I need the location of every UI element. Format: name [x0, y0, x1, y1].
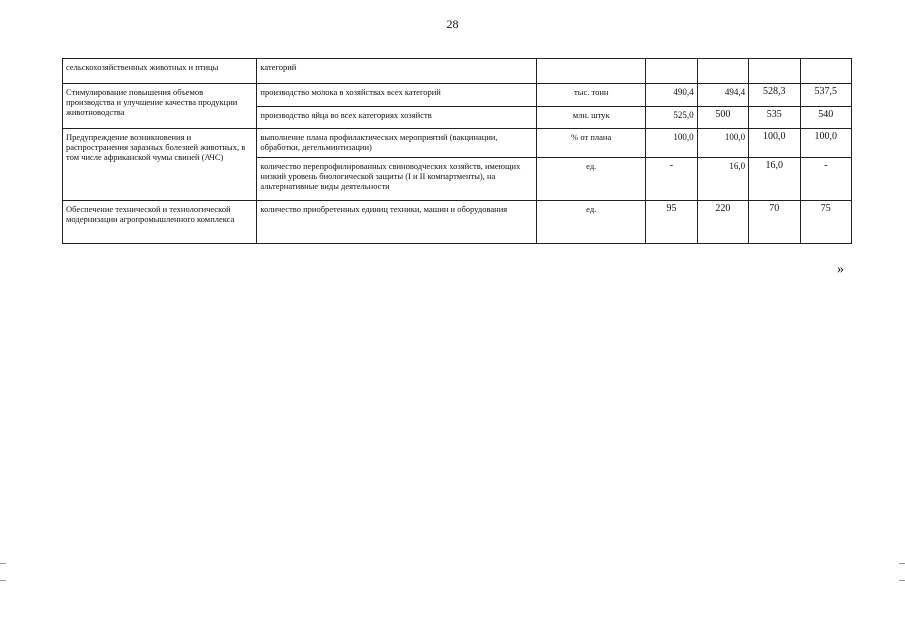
- value-cell: 16,0: [697, 158, 748, 201]
- value-cell: [697, 59, 748, 84]
- value-cell: 16,0: [749, 158, 800, 201]
- value-cell: [800, 59, 852, 84]
- value-cell: 535: [749, 107, 800, 129]
- value-cell: 100,0: [749, 129, 800, 158]
- indicator-cell: количество приобретенных единиц техники, машин и оборудования: [257, 201, 537, 244]
- value-cell: 528,3: [749, 84, 800, 107]
- left-edge-mark: [0, 580, 6, 581]
- goal-cell: сельскохозяйственных животных и птицы: [63, 59, 257, 84]
- unit-cell: ед.: [537, 158, 646, 201]
- indicator-cell: производство яйца во всех категориях хозяйств: [257, 107, 537, 129]
- value-cell: 100,0: [800, 129, 852, 158]
- value-cell: -: [800, 158, 852, 201]
- value-cell: 100,0: [646, 129, 697, 158]
- table-row: [63, 201, 852, 244]
- right-edge-mark: [899, 563, 905, 564]
- value-cell: [749, 59, 800, 84]
- unit-cell: тыс. тонн: [537, 84, 646, 107]
- table-row: [63, 84, 852, 107]
- value-cell: 95: [646, 201, 697, 244]
- closing-quote-mark: »: [837, 262, 844, 277]
- indicator-cell: категорий: [257, 59, 537, 84]
- value-cell: 540: [800, 107, 852, 129]
- unit-cell: % от плана: [537, 129, 646, 158]
- right-edge-mark: [899, 580, 905, 581]
- value-cell: 220: [697, 201, 748, 244]
- value-cell: 494,4: [697, 84, 748, 107]
- value-cell: 70: [749, 201, 800, 244]
- indicators-table: [62, 58, 852, 244]
- unit-cell: ед.: [537, 201, 646, 244]
- value-cell: 100,0: [697, 129, 748, 158]
- value-cell: 75: [800, 201, 852, 244]
- indicator-cell: выполнение плана профилактических мероприятий (вакцинации, обработки, дегельминтизации): [257, 129, 537, 158]
- value-cell: [646, 59, 697, 84]
- page-number: 28: [446, 17, 459, 31]
- value-cell: -: [646, 158, 697, 201]
- goal-cell: Обеспечение технической и технологической модернизации агропромышленного комплекса: [63, 201, 257, 244]
- left-edge-mark: [0, 563, 6, 564]
- value-cell: 525,0: [646, 107, 697, 129]
- indicator-cell: производство молока в хозяйствах всех категорий: [257, 84, 537, 107]
- indicator-cell: количество перепрофилированных свиноводческих хозяйств, имеющих низкий уровень биологической защиты (I и II компартменты), на альтернативные виды деятельности: [257, 158, 537, 201]
- goal-cell: Стимулирование повышения объемов производства и улучшение качества продукции животноводства: [63, 84, 257, 129]
- table-row: [63, 59, 852, 84]
- unit-cell: [537, 59, 646, 84]
- value-cell: 500: [697, 107, 748, 129]
- value-cell: 490,4: [646, 84, 697, 107]
- table-row: [63, 129, 852, 158]
- value-cell: 537,5: [800, 84, 852, 107]
- unit-cell: млн. штук: [537, 107, 646, 129]
- goal-cell: Предупреждение возникновения и распространения заразных болезней животных, в том числе африканской чумы свиней (АЧС): [63, 129, 257, 201]
